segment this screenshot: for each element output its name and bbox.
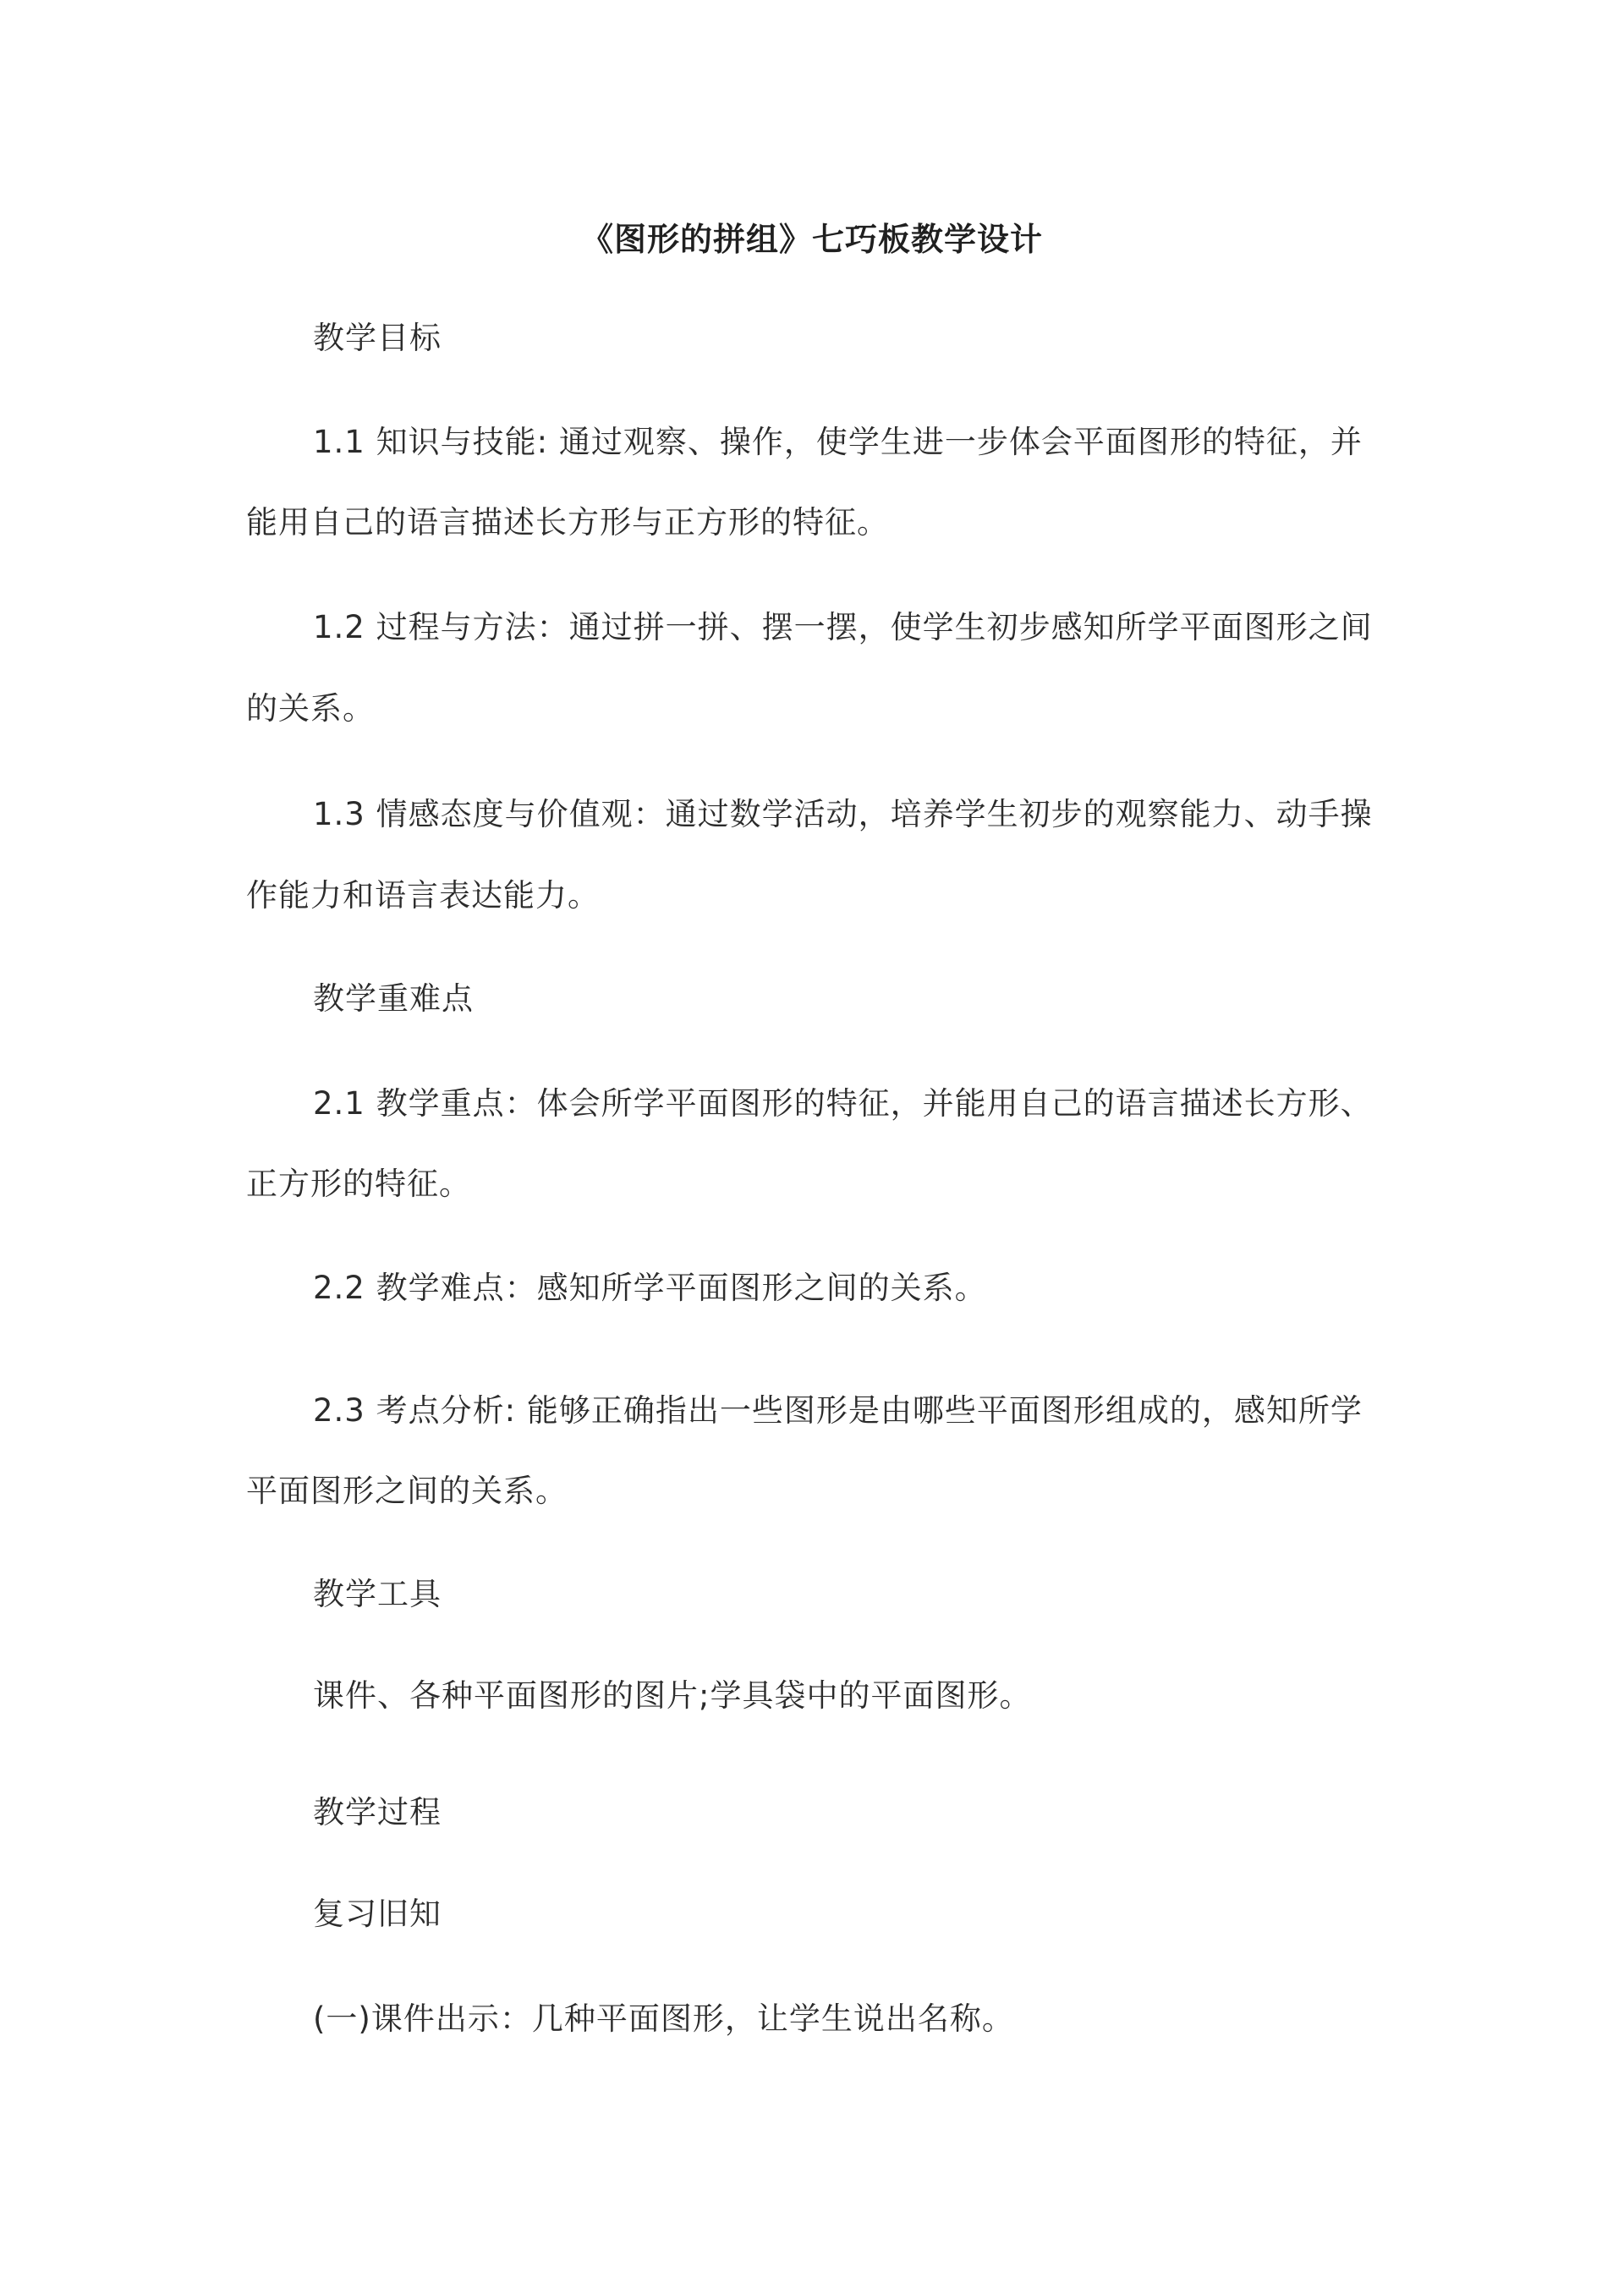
paragraph-line: 2.3 考点分析: 能够正确指出一些图形是由哪些平面图形组成的，感知所学 [313,1392,1363,1429]
paragraph-line: 1.1 知识与技能: 通过观察、操作，使学生进一步体会平面图形的特征，并 [313,424,1363,460]
paragraph-line: 2.1 教学重点：体会所学平面图形的特征，并能用自己的语言描述长方形、 [313,1085,1373,1122]
paragraph-line: 1.2 过程与方法：通过拼一拼、摆一摆，使学生初步感知所学平面图形之间 [313,609,1373,645]
paragraph-line: 1.3 情感态度与价值观：通过数学活动，培养学生初步的观察能力、动手操 [313,796,1373,832]
paragraph-line: 正方形的特征。 [246,1166,471,1202]
paragraph-line: 平面图形之间的关系。 [246,1473,568,1509]
heading-teaching-objectives: 教学目标 [313,320,442,356]
paragraph-line: (一)课件出示：几种平面图形，让学生说出名称。 [313,2000,1014,2037]
paragraph-line: 课件、各种平面图形的图片;学具袋中的平面图形。 [313,1677,1032,1714]
heading-teaching-process: 教学过程 [313,1794,442,1830]
paragraph-line: 2.2 教学难点：感知所学平面图形之间的关系。 [313,1270,987,1306]
heading-key-difficult-points: 教学重难点 [313,980,474,1017]
paragraph-line: 作能力和语言表达能力。 [246,877,600,914]
paragraph-line: 的关系。 [246,690,375,727]
document-title: 《图形的拼组》七巧板教学设计 [580,221,1043,258]
paragraph-line: 能用自己的语言描述长方形与正方形的特征。 [246,504,889,541]
heading-teaching-tools: 教学工具 [313,1576,442,1612]
heading-review: 复习旧知 [313,1896,442,1932]
